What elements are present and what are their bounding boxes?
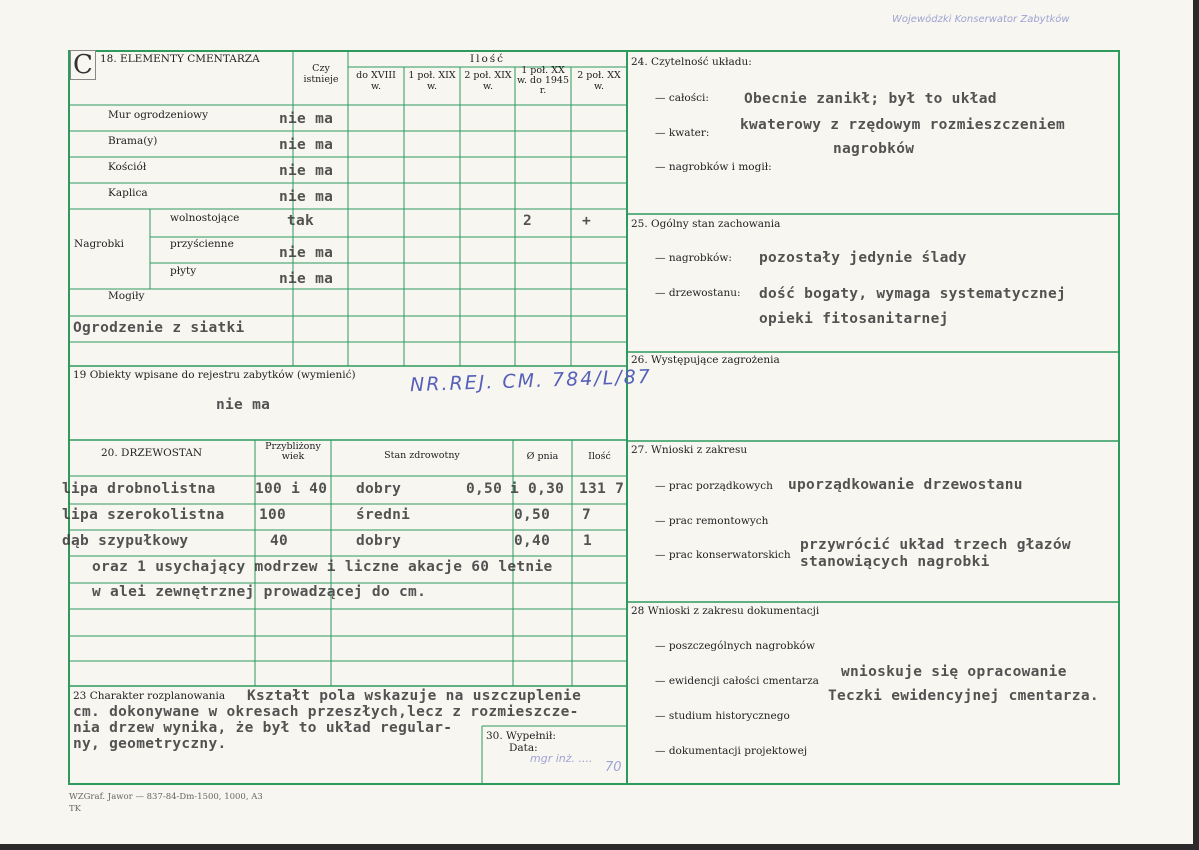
field-label: — studium historycznego (655, 710, 790, 722)
tree-age: 40 (270, 533, 289, 549)
signature-stamp: mgr inż. .... (530, 752, 593, 765)
sec30-title: 30. Wypełnił: (486, 730, 556, 742)
sec24-text: Obecnie zanikł; był to układ (744, 91, 997, 107)
qty-value: + (582, 213, 592, 229)
sec19-value: nie ma (216, 397, 271, 413)
nagrobki-type: wolnostojące (170, 212, 240, 224)
tree-diameter: 0,50 (466, 481, 503, 497)
sec23-text: Kształt pola wskazuje na uszczuplenie (247, 688, 582, 704)
sec28-value: Teczki ewidencyjnej cmentarza. (828, 688, 1099, 704)
tree-qty: 131 7 (579, 481, 625, 497)
sec25-value: opieki fitosanitarnej (759, 311, 949, 327)
print-footer: WZGraf. Jawor — 837-84-Dm-1500, 1000, A3 (69, 792, 263, 802)
period-header: 2 poł. XX w. (577, 70, 621, 92)
tree-state: średni (356, 507, 411, 523)
nagrobki-label: Nagrobki (74, 238, 124, 250)
period-header: 1 poł. XIX w. (408, 70, 456, 92)
nagrobki-type: przyścienne (170, 238, 234, 250)
tree-state: dobry (356, 533, 402, 549)
row-value: nie ma (279, 111, 334, 127)
tree-diameter: 0,40 (514, 533, 551, 549)
mogily-label: Mogiły (108, 290, 145, 302)
col-header: Przybliżony wiek (265, 441, 321, 462)
col-exists-header: Czy istnieje (303, 63, 339, 85)
sec28-title: 28 Wnioski z zakresu dokumentacji (631, 605, 820, 617)
sec27-value: stanowiących nagrobki (800, 554, 990, 570)
row-label: Kaplica (108, 187, 148, 199)
period-header: 2 poł. XIX w. (464, 70, 512, 92)
sec23-title: 23 Charakter rozplanowania (73, 690, 226, 702)
extra-note: Ogrodzenie z siatki (73, 320, 245, 336)
row-value: nie ma (279, 163, 334, 179)
period-header: 1 poł. XX w. do 1945 r. (516, 65, 570, 96)
sec23-text: cm. dokonywane w okresach przeszłych,lecz z rozmieszcze- (73, 704, 579, 720)
sec27-value: przywrócić układ trzech głazów (800, 537, 1071, 553)
tree-note: oraz 1 usychający modrzew i liczne akacje 60 letnie (92, 559, 553, 575)
tree-qty: 1 (583, 533, 593, 549)
tree-age: 100 i 40 (255, 481, 328, 497)
row-label: Kościół (108, 161, 147, 173)
sec25-value: dość bogaty, wymaga systematycznej (759, 286, 1067, 302)
col-qty-header: Ilość (469, 53, 506, 65)
nagrobki-value: tak (287, 213, 315, 229)
signature-stamp-number: 70 (605, 760, 622, 775)
col-header: Ilość (588, 451, 611, 462)
row-label: Mur ogrodzeniowy (108, 109, 209, 121)
col-header: Stan zdrowotny (384, 450, 460, 461)
sec24-text: kwaterowy z rzędowym rozmieszczeniem (740, 117, 1066, 133)
field-label: — nagrobków i mogił: (655, 161, 772, 173)
tree-name: lipa drobnolistna (62, 481, 216, 497)
field-label: — całości: (655, 92, 709, 104)
field-label: — ewidencji całości cmentarza (655, 675, 819, 687)
sec25-title: 25. Ogólny stan zachowania (631, 218, 781, 230)
tree-state: dobry (356, 481, 402, 497)
print-footer-code: TK (69, 804, 82, 814)
nagrobki-type: płyty (170, 265, 197, 277)
tree-name: lipa szerokolistna (62, 507, 225, 523)
field-label: — nagrobków: (655, 252, 732, 264)
nagrobki-value: nie ma (279, 245, 334, 261)
nagrobki-value: nie ma (279, 271, 334, 287)
form-code-box: C (70, 50, 96, 80)
row-label: Brama(y) (108, 135, 158, 147)
field-label: — dokumentacji projektowej (655, 745, 808, 757)
tree-qty: 7 (582, 507, 592, 523)
date-label: Data: (509, 742, 538, 754)
sec27-value: uporządkowanie drzewostanu (788, 477, 1023, 493)
field-label: — poszczególnych nagrobków (655, 640, 815, 652)
sec27-title: 27. Wnioski z zakresu (631, 444, 748, 456)
sec25-value: pozostały jedynie ślady (759, 250, 967, 266)
tree-name: dąb szypułkowy (62, 533, 189, 549)
row-value: nie ma (279, 189, 334, 205)
field-label: — prac remontowych (655, 515, 769, 527)
field-label: — prac konserwatorskich (655, 549, 791, 561)
tree-diameter: 0,50 (514, 507, 551, 523)
sec20-title: 20. DRZEWOSTAN (101, 447, 203, 459)
field-label: — kwater: (655, 127, 710, 139)
tree-diameter: i 0,30 (510, 481, 565, 497)
sec28-value: wnioskuje się opracowanie (841, 664, 1067, 680)
row-value: nie ma (279, 137, 334, 153)
field-label: — prac porządkowych (655, 480, 773, 492)
handwritten-register-number: NR.REJ. CM. 784/L/87 (409, 365, 653, 397)
sec24-text: nagrobków (833, 141, 915, 157)
sec26-title: 26. Występujące zagrożenia (631, 354, 780, 366)
sec23-text: nia drzew wynika, że był to układ regular- (73, 720, 453, 736)
qty-value: 2 (523, 213, 533, 229)
field-label: — drzewostanu: (655, 287, 741, 299)
tree-age: 100 (259, 507, 287, 523)
period-header: do XVIII w. (356, 70, 396, 92)
top-stamp: Wojewódzki Konserwator Zabytków (892, 14, 1070, 25)
sec24-title: 24. Czytelność układu: (631, 56, 752, 68)
tree-note: w alei zewnętrznej prowadzącej do cm. (92, 584, 427, 600)
col-header: Ø pnia (526, 451, 559, 462)
sec18-title: 18. ELEMENTY CMENTARZA (100, 53, 260, 65)
sec19-title: 19 Obiekty wpisane do rejestru zabytków (wymienić) (73, 369, 356, 381)
sec23-text: ny, geometryczny. (73, 736, 227, 752)
